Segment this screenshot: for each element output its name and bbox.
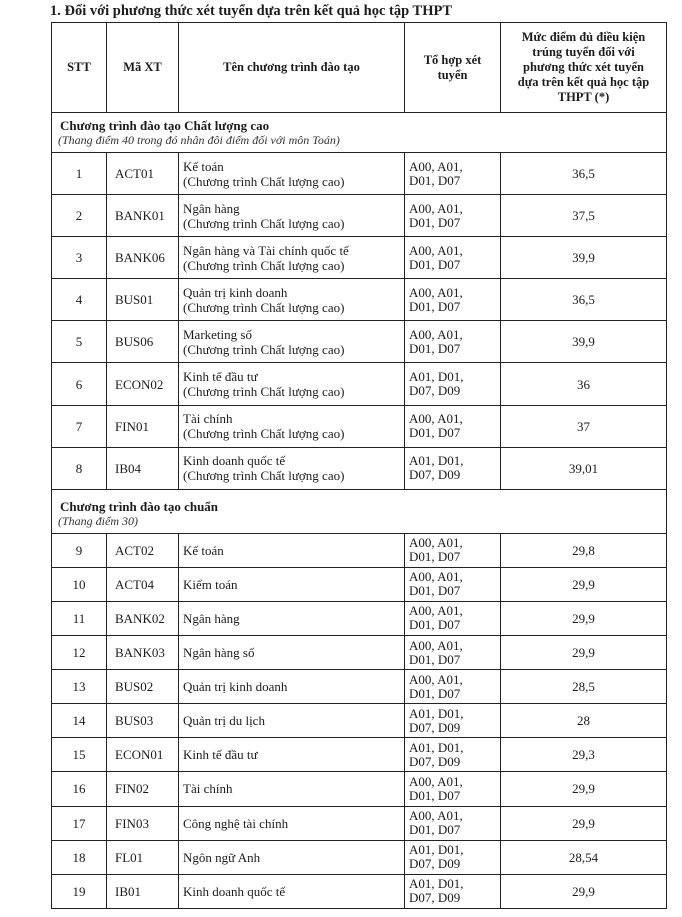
subject-combination-line: D01, D07 bbox=[409, 787, 461, 803]
subject-combination-line: A01, D01, bbox=[409, 705, 464, 721]
admission-score: 29,9 bbox=[501, 874, 667, 908]
program-name-cell bbox=[179, 567, 405, 601]
table-row bbox=[52, 738, 667, 772]
header-score-line: phương thức xét tuyển bbox=[523, 60, 644, 74]
row-stt: 16 bbox=[52, 772, 107, 806]
section-note: (Thang điểm 30) bbox=[58, 514, 138, 529]
program-name: Marketing số bbox=[183, 326, 252, 342]
program-code: BANK01 bbox=[107, 195, 179, 237]
table-row bbox=[52, 153, 667, 195]
subject-combination-line: A01, D01, bbox=[409, 739, 464, 755]
program-name: Ngân hàng bbox=[183, 610, 240, 626]
subject-combination-cell bbox=[405, 279, 501, 321]
program-code: BUS06 bbox=[107, 321, 179, 363]
row-stt: 5 bbox=[52, 321, 107, 363]
section-heading: 1. Đối với phương thức xét tuyển dựa trên kết quả học tập THPT bbox=[50, 3, 453, 19]
subject-combination-line: A00, A01, bbox=[409, 808, 463, 824]
admission-score: 29,3 bbox=[501, 738, 667, 772]
program-name-cell bbox=[179, 806, 405, 840]
subject-combination-cell bbox=[405, 195, 501, 237]
subject-combination-line: A00, A01, bbox=[409, 158, 463, 174]
header-combo bbox=[405, 23, 501, 113]
table-row bbox=[52, 363, 667, 405]
admission-score: 28,54 bbox=[501, 840, 667, 874]
program-name: Kinh tế đầu tư bbox=[183, 747, 258, 763]
program-subtitle: (Chương trình Chất lượng cao) bbox=[183, 426, 345, 442]
subject-combination-line: D01, D07 bbox=[409, 583, 461, 599]
program-code: ACT02 bbox=[107, 533, 179, 567]
subject-combination-cell bbox=[405, 601, 501, 635]
header-program: Tên chương trình đào tạo bbox=[179, 23, 405, 113]
subject-combination-line: D01, D07 bbox=[409, 549, 461, 565]
admission-score: 36,5 bbox=[501, 153, 667, 195]
admission-score: 29,9 bbox=[501, 806, 667, 840]
program-name-cell bbox=[179, 738, 405, 772]
program-code: ECON02 bbox=[107, 363, 179, 405]
subject-combination-cell bbox=[405, 806, 501, 840]
subject-combination-line: A00, A01, bbox=[409, 637, 463, 653]
program-name: Kế toán bbox=[183, 158, 224, 174]
section-title: Chương trình đào tạo Chất lượng cao bbox=[60, 117, 270, 133]
program-code: FIN02 bbox=[107, 772, 179, 806]
program-subtitle: (Chương trình Chất lượng cao) bbox=[183, 299, 345, 315]
row-stt: 10 bbox=[52, 567, 107, 601]
section-cell bbox=[52, 489, 667, 533]
subject-combination-line: D01, D07 bbox=[409, 651, 461, 667]
program-name: Quản trị du lịch bbox=[183, 713, 265, 729]
program-code: ACT04 bbox=[107, 567, 179, 601]
program-name-cell bbox=[179, 237, 405, 279]
subject-combination-line: A00, A01, bbox=[409, 284, 463, 300]
subject-combination-line: A00, A01, bbox=[409, 200, 463, 216]
program-code: FL01 bbox=[107, 840, 179, 874]
table-row bbox=[52, 279, 667, 321]
header-score-line: Mức điểm đủ điều kiện bbox=[521, 30, 646, 44]
row-stt: 2 bbox=[52, 195, 107, 237]
row-stt: 18 bbox=[52, 840, 107, 874]
subject-combination-cell bbox=[405, 772, 501, 806]
subject-combination-line: D01, D07 bbox=[409, 617, 461, 633]
row-stt: 7 bbox=[52, 405, 107, 447]
subject-combination-line: D01, D07 bbox=[409, 822, 461, 838]
subject-combination-cell bbox=[405, 405, 501, 447]
program-name-cell bbox=[179, 772, 405, 806]
table-row bbox=[52, 874, 667, 908]
admission-score: 39,9 bbox=[501, 237, 667, 279]
admission-score: 29,9 bbox=[501, 567, 667, 601]
program-code: ECON01 bbox=[107, 738, 179, 772]
subject-combination-line: D07, D09 bbox=[409, 753, 461, 769]
subject-combination-line: D01, D07 bbox=[409, 298, 461, 314]
subject-combination-cell bbox=[405, 153, 501, 195]
header-row bbox=[52, 23, 667, 113]
row-stt: 3 bbox=[52, 237, 107, 279]
program-name: Ngân hàng bbox=[183, 200, 240, 216]
program-code: IB01 bbox=[107, 874, 179, 908]
program-code: BANK03 bbox=[107, 636, 179, 670]
row-stt: 9 bbox=[52, 533, 107, 567]
program-subtitle: (Chương trình Chất lượng cao) bbox=[183, 215, 345, 231]
table-row bbox=[52, 195, 667, 237]
header-code: Mã XT bbox=[107, 23, 179, 113]
program-name: Kế toán bbox=[183, 542, 224, 558]
subject-combination-line: D01, D07 bbox=[409, 256, 461, 272]
row-stt: 14 bbox=[52, 704, 107, 738]
program-code: BANK02 bbox=[107, 601, 179, 635]
program-name-cell bbox=[179, 636, 405, 670]
admission-score: 29,9 bbox=[501, 601, 667, 635]
subject-combination-line: A00, A01, bbox=[409, 535, 463, 551]
program-name: Công nghệ tài chính bbox=[183, 815, 289, 831]
program-code: BANK06 bbox=[107, 237, 179, 279]
subject-combination-line: A00, A01, bbox=[409, 569, 463, 585]
subject-combination-line: D01, D07 bbox=[409, 214, 461, 230]
subject-combination-line: A01, D01, bbox=[409, 369, 464, 385]
table-row bbox=[52, 840, 667, 874]
program-subtitle: (Chương trình Chất lượng cao) bbox=[183, 173, 345, 189]
subject-combination-cell bbox=[405, 237, 501, 279]
program-subtitle: (Chương trình Chất lượng cao) bbox=[183, 257, 345, 273]
subject-combination-line: A00, A01, bbox=[409, 773, 463, 789]
row-stt: 19 bbox=[52, 874, 107, 908]
program-name-cell bbox=[179, 447, 405, 489]
program-name-cell bbox=[179, 321, 405, 363]
subject-combination-line: D01, D07 bbox=[409, 340, 461, 356]
subject-combination-cell bbox=[405, 567, 501, 601]
program-name-cell bbox=[179, 704, 405, 738]
header-combo-line: tuyển bbox=[437, 67, 468, 82]
subject-combination-line: D01, D07 bbox=[409, 172, 461, 188]
subject-combination-line: A00, A01, bbox=[409, 671, 463, 687]
program-code: FIN01 bbox=[107, 405, 179, 447]
subject-combination-line: D07, D09 bbox=[409, 719, 461, 735]
subject-combination-cell bbox=[405, 321, 501, 363]
program-subtitle: (Chương trình Chất lượng cao) bbox=[183, 468, 345, 484]
table-row bbox=[52, 567, 667, 601]
admission-score: 29,8 bbox=[501, 533, 667, 567]
subject-combination-line: A00, A01, bbox=[409, 242, 463, 258]
table-row bbox=[52, 704, 667, 738]
program-name: Tài chính bbox=[183, 781, 233, 797]
program-name: Quản trị kinh doanh bbox=[183, 679, 288, 695]
subject-combination-cell bbox=[405, 533, 501, 567]
subject-combination-line: A01, D01, bbox=[409, 842, 464, 858]
section-row-standard bbox=[52, 489, 667, 533]
subject-combination-cell bbox=[405, 636, 501, 670]
table-row bbox=[52, 405, 667, 447]
header-score bbox=[501, 23, 667, 113]
admission-score: 37 bbox=[501, 405, 667, 447]
subject-combination-cell bbox=[405, 447, 501, 489]
table-row bbox=[52, 237, 667, 279]
admission-score: 39,01 bbox=[501, 447, 667, 489]
header-stt: STT bbox=[52, 23, 107, 113]
program-code: BUS02 bbox=[107, 670, 179, 704]
row-stt: 12 bbox=[52, 636, 107, 670]
admission-score: 36,5 bbox=[501, 279, 667, 321]
row-stt: 11 bbox=[52, 601, 107, 635]
table-row bbox=[52, 772, 667, 806]
table-row bbox=[52, 806, 667, 840]
header-combo-line: Tổ hợp xét bbox=[423, 52, 482, 67]
program-name: Kinh doanh quốc tế bbox=[183, 883, 286, 899]
program-name-cell bbox=[179, 874, 405, 908]
program-name-cell bbox=[179, 840, 405, 874]
subject-combination-line: A00, A01, bbox=[409, 411, 463, 427]
program-name-cell bbox=[179, 405, 405, 447]
program-name: Tài chính bbox=[183, 411, 233, 427]
row-stt: 4 bbox=[52, 279, 107, 321]
program-name-cell bbox=[179, 363, 405, 405]
subject-combination-line: D07, D09 bbox=[409, 467, 461, 483]
program-code: IB04 bbox=[107, 447, 179, 489]
section-row-high-quality bbox=[52, 113, 667, 153]
row-stt: 1 bbox=[52, 153, 107, 195]
subject-combination-line: D07, D09 bbox=[409, 890, 461, 906]
row-stt: 13 bbox=[52, 670, 107, 704]
admission-score: 28,5 bbox=[501, 670, 667, 704]
table-row bbox=[52, 601, 667, 635]
subject-combination-line: D01, D07 bbox=[409, 425, 461, 441]
admission-score: 36 bbox=[501, 363, 667, 405]
header-score-line: trúng tuyển đối với bbox=[532, 45, 635, 59]
subject-combination-line: D07, D09 bbox=[409, 383, 461, 399]
row-stt: 17 bbox=[52, 806, 107, 840]
admission-score-table bbox=[51, 22, 667, 909]
row-stt: 15 bbox=[52, 738, 107, 772]
program-name: Ngôn ngữ Anh bbox=[183, 849, 261, 865]
admission-score: 39,9 bbox=[501, 321, 667, 363]
header-score-line: THPT (*) bbox=[557, 90, 610, 104]
section-title: Chương trình đào tạo chuẩn bbox=[60, 499, 219, 515]
subject-combination-cell bbox=[405, 874, 501, 908]
program-name: Quản trị kinh doanh bbox=[183, 284, 288, 300]
program-name: Ngân hàng và Tài chính quốc tế bbox=[183, 242, 349, 258]
program-name: Kinh tế đầu tư bbox=[183, 369, 258, 385]
program-name: Kinh doanh quốc tế bbox=[183, 453, 286, 469]
subject-combination-line: A01, D01, bbox=[409, 453, 464, 469]
program-subtitle: (Chương trình Chất lượng cao) bbox=[183, 384, 345, 400]
table-row bbox=[52, 670, 667, 704]
program-name: Kiểm toán bbox=[183, 576, 238, 592]
subject-combination-line: A01, D01, bbox=[409, 876, 464, 892]
admission-score: 37,5 bbox=[501, 195, 667, 237]
subject-combination-line: A00, A01, bbox=[409, 326, 463, 342]
program-name-cell bbox=[179, 279, 405, 321]
program-name-cell bbox=[179, 195, 405, 237]
table-row bbox=[52, 636, 667, 670]
program-code: BUS03 bbox=[107, 704, 179, 738]
admission-score: 29,9 bbox=[501, 772, 667, 806]
program-code: BUS01 bbox=[107, 279, 179, 321]
program-name: Ngân hàng số bbox=[183, 645, 255, 661]
section-note: (Thang điểm 40 trong đó nhân đôi điểm đối với môn Toán) bbox=[58, 132, 340, 147]
subject-combination-cell bbox=[405, 738, 501, 772]
subject-combination-line: A00, A01, bbox=[409, 603, 463, 619]
table-row bbox=[52, 533, 667, 567]
header-score-line: dựa trên kết quả học tập bbox=[517, 75, 650, 89]
subject-combination-cell bbox=[405, 704, 501, 738]
program-subtitle: (Chương trình Chất lượng cao) bbox=[183, 341, 345, 357]
program-name-cell bbox=[179, 153, 405, 195]
subject-combination-line: D01, D07 bbox=[409, 685, 461, 701]
table-row bbox=[52, 321, 667, 363]
admission-score: 29,9 bbox=[501, 636, 667, 670]
row-stt: 6 bbox=[52, 363, 107, 405]
admission-score: 28 bbox=[501, 704, 667, 738]
table-row bbox=[52, 447, 667, 489]
program-name-cell bbox=[179, 670, 405, 704]
program-code: ACT01 bbox=[107, 153, 179, 195]
subject-combination-cell bbox=[405, 363, 501, 405]
row-stt: 8 bbox=[52, 447, 107, 489]
table-body bbox=[52, 23, 667, 909]
section-cell bbox=[52, 113, 667, 153]
program-name-cell bbox=[179, 601, 405, 635]
subject-combination-line: D07, D09 bbox=[409, 856, 461, 872]
subject-combination-cell bbox=[405, 840, 501, 874]
subject-combination-cell bbox=[405, 670, 501, 704]
program-name-cell bbox=[179, 533, 405, 567]
program-code: FIN03 bbox=[107, 806, 179, 840]
